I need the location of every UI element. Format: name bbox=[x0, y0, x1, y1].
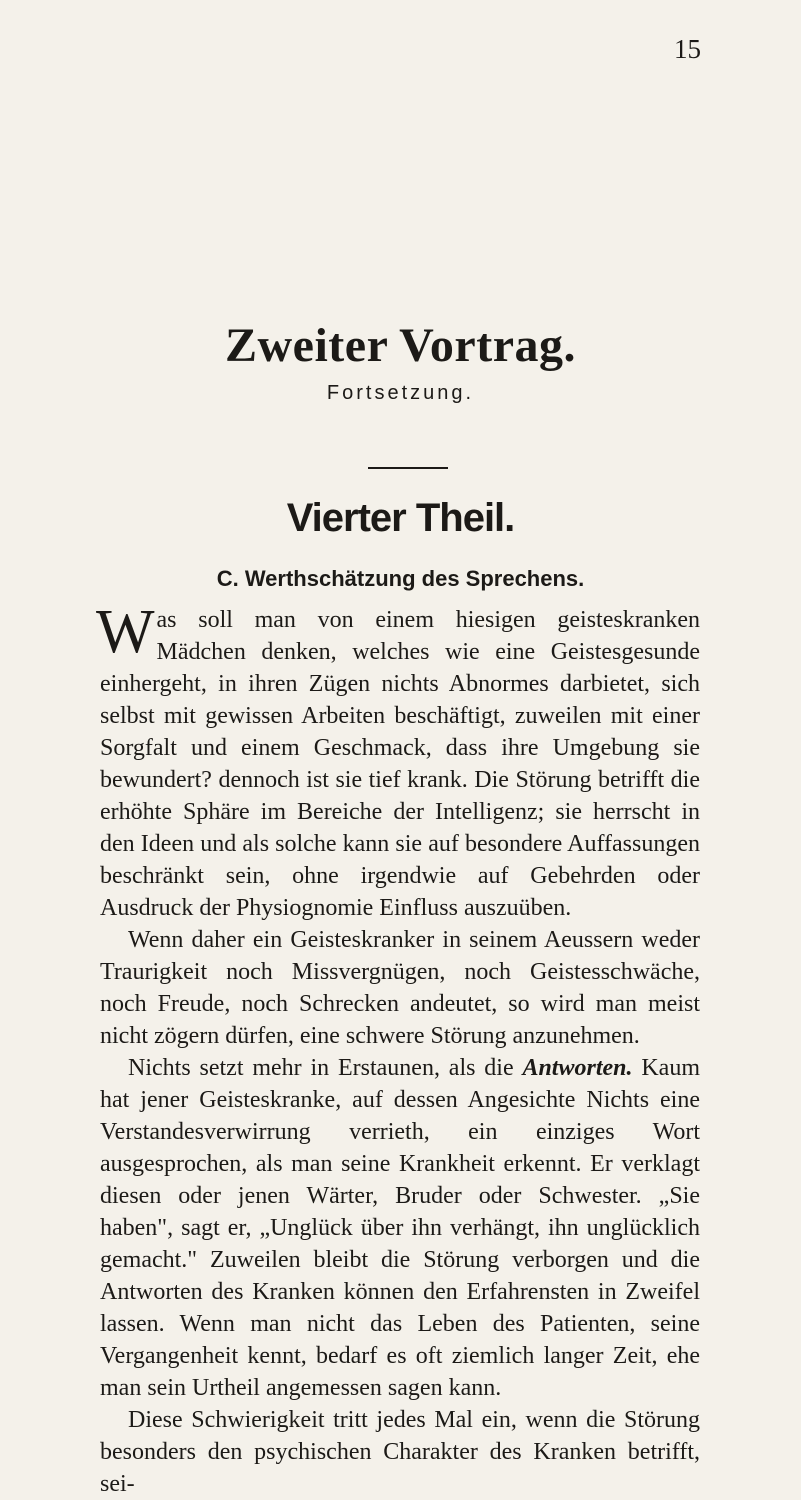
paragraph-1 bbox=[96, 598, 700, 924]
page-number: 15 bbox=[674, 34, 701, 64]
body-text bbox=[96, 598, 700, 1500]
drop-initial: W bbox=[96, 598, 155, 666]
paragraph-3-after: Kaum hat jener Geisteskranke, auf dessen Angesichte Nichts eine Verstandesverwirrung verrieth, ein einziges Wort ausgesprochen, als man seine Krankheit erkennt. Er verklagt diesen oder jenen Wärter, Bruder oder Schwester. „Sie haben", sagt er, „Unglück über ihn verhängt, ihn unglücklich gemacht." Zuweilen bleibt die Störung verborgen und die Antworten des Kranken können den Erfahrensten in Zweifel lassen. Wenn man nicht das Leben des Patienten, seine Vergangenheit kennt, bedarf es oft ziemlich langer Zeit, ehe man sein Urtheil angemessen sagen kann. bbox=[100, 1055, 700, 1401]
paragraph-1-text: as soll man von einem hiesigen geisteskranken Mädchen denken, welches wie eine Geistesgesunde einhergeht, in ihren Zügen nichts Abnormes darbietet, sich selbst mit gewissen Arbeiten beschäftigt, zuweilen mit einer Sorgfalt und einem Geschmack, dass ihre Umgebung sie bewundert? dennoch ist sie tief krank. Die Störung betrifft die erhöhte Sphäre im Bereiche der Intelligenz; sie herrscht in den Ideen und als solche kann sie auf besondere Auffassungen beschränkt sein, ohne irgendwie auf Gebehrden oder Ausdruck der Physiognomie Einfluss auszuüben. bbox=[100, 607, 700, 921]
paragraph-2: Wenn daher ein Geisteskranker in seinem Aeussern weder Traurigkeit noch Missvergnügen, noch Geistesschwäche, noch Freude, noch Schrecken andeutet, so wird man meist nicht zögern dürfen, eine schwere Störung anzunehmen. bbox=[100, 927, 700, 1049]
paragraph-3-before: Nichts setzt mehr in Erstaunen, als die bbox=[128, 1055, 523, 1081]
lecture-subtitle: Fortsetzung. bbox=[326, 382, 475, 404]
separator-rule bbox=[368, 467, 448, 469]
paragraph-3-emphasis: Antworten. bbox=[522, 1055, 633, 1081]
paragraph-3 bbox=[100, 1052, 700, 1404]
lecture-title: Zweiter Vortrag. bbox=[224, 319, 577, 372]
paragraph-4: Diese Schwierigkeit tritt jedes Mal ein, wenn die Störung besonders den psychischen Charakter des Kranken betrifft, sei- bbox=[100, 1407, 700, 1497]
part-heading: Vierter Theil. bbox=[286, 496, 515, 540]
section-heading: C. Werthschätzung des Sprechens. bbox=[216, 566, 585, 591]
